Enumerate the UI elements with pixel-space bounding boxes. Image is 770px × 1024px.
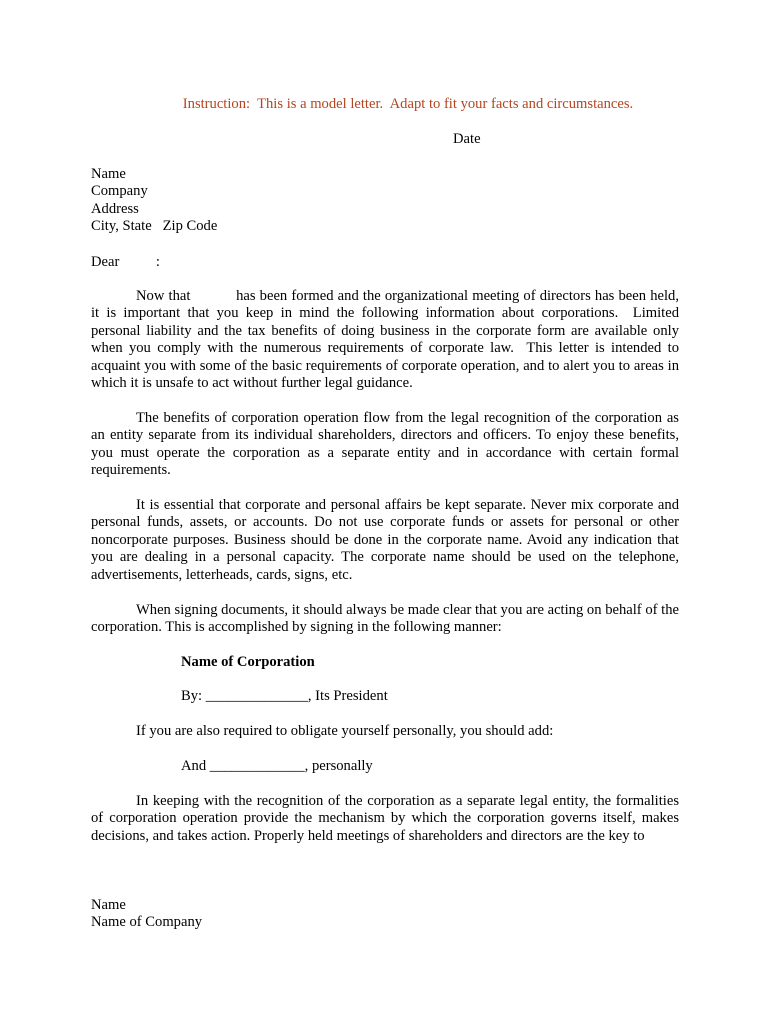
salutation: Dear : <box>91 254 160 270</box>
letter-date: Date <box>453 131 481 147</box>
signature-corporation-name: Name of Corporation <box>181 654 315 670</box>
body-paragraph-3: It is essential that corporate and personal affairs be kept separate. Never mix corporate and personal funds, assets, or accounts. Do not use corporate funds or assets for personal or other noncorporate purposes. Business should be done in the corporate name. Avoid any indication that you are dealing in a personal capacity. The corporate name should be used on the telephone, advertisements, letterheads, cards, signs, etc. <box>91 497 679 583</box>
body-paragraph-5: In keeping with the recognition of the corporation as a separate legal entity, the formalities of corporation operation provide the mechanism by which the corporation governs itself, makes decisions, and takes action. Properly held meetings of shareholders and directors are the key to <box>91 793 679 844</box>
closing-company: Name of Company <box>91 914 203 931</box>
recipient-city-state-zip: City, State Zip Code <box>91 218 218 235</box>
body-paragraph-1-text: Now that has been formed and the organizational meeting of directors has been held, it is important that you keep in mind the following information about corporations. Limited personal liability and the tax benefits of doing business in the corporate form are available only when you comply with the numerous requirements of corporate law. This letter is intended to acquaint you with some of the basic requirements of corporate operation, and to alert you to areas in which it is unsafe to act without further legal guidance. <box>91 288 683 392</box>
recipient-address: Address <box>91 200 139 217</box>
body-paragraph-2: The benefits of corporation operation flow from the legal recognition of the corporation as an entity separate from its individual shareholders, directors and officers. To enjoy these benefits, you must operate the corporation as a separate entity and in accordance with certain formal requirements. <box>91 410 679 479</box>
body-paragraph-4: When signing documents, it should always be made clear that you are acting on behalf of the corporation. This is accomplished by signing in the following manner: <box>91 602 679 636</box>
closing-block <box>91 897 202 932</box>
body-paragraph-1 <box>91 288 683 392</box>
recipient-name: Name <box>91 166 126 182</box>
recipient-company: Company <box>91 183 148 200</box>
instruction-note: Instruction: This is a model letter. Adapt to fit your facts and circumstances. <box>182 96 634 112</box>
signature-and-line: And _____________, personally <box>181 758 373 774</box>
personal-obligation-note: If you are also required to obligate yourself personally, you should add: <box>136 723 554 739</box>
signature-by-line: By: ______________, Its President <box>181 688 388 704</box>
closing-name: Name <box>91 897 126 913</box>
recipient-address-block <box>91 166 217 236</box>
